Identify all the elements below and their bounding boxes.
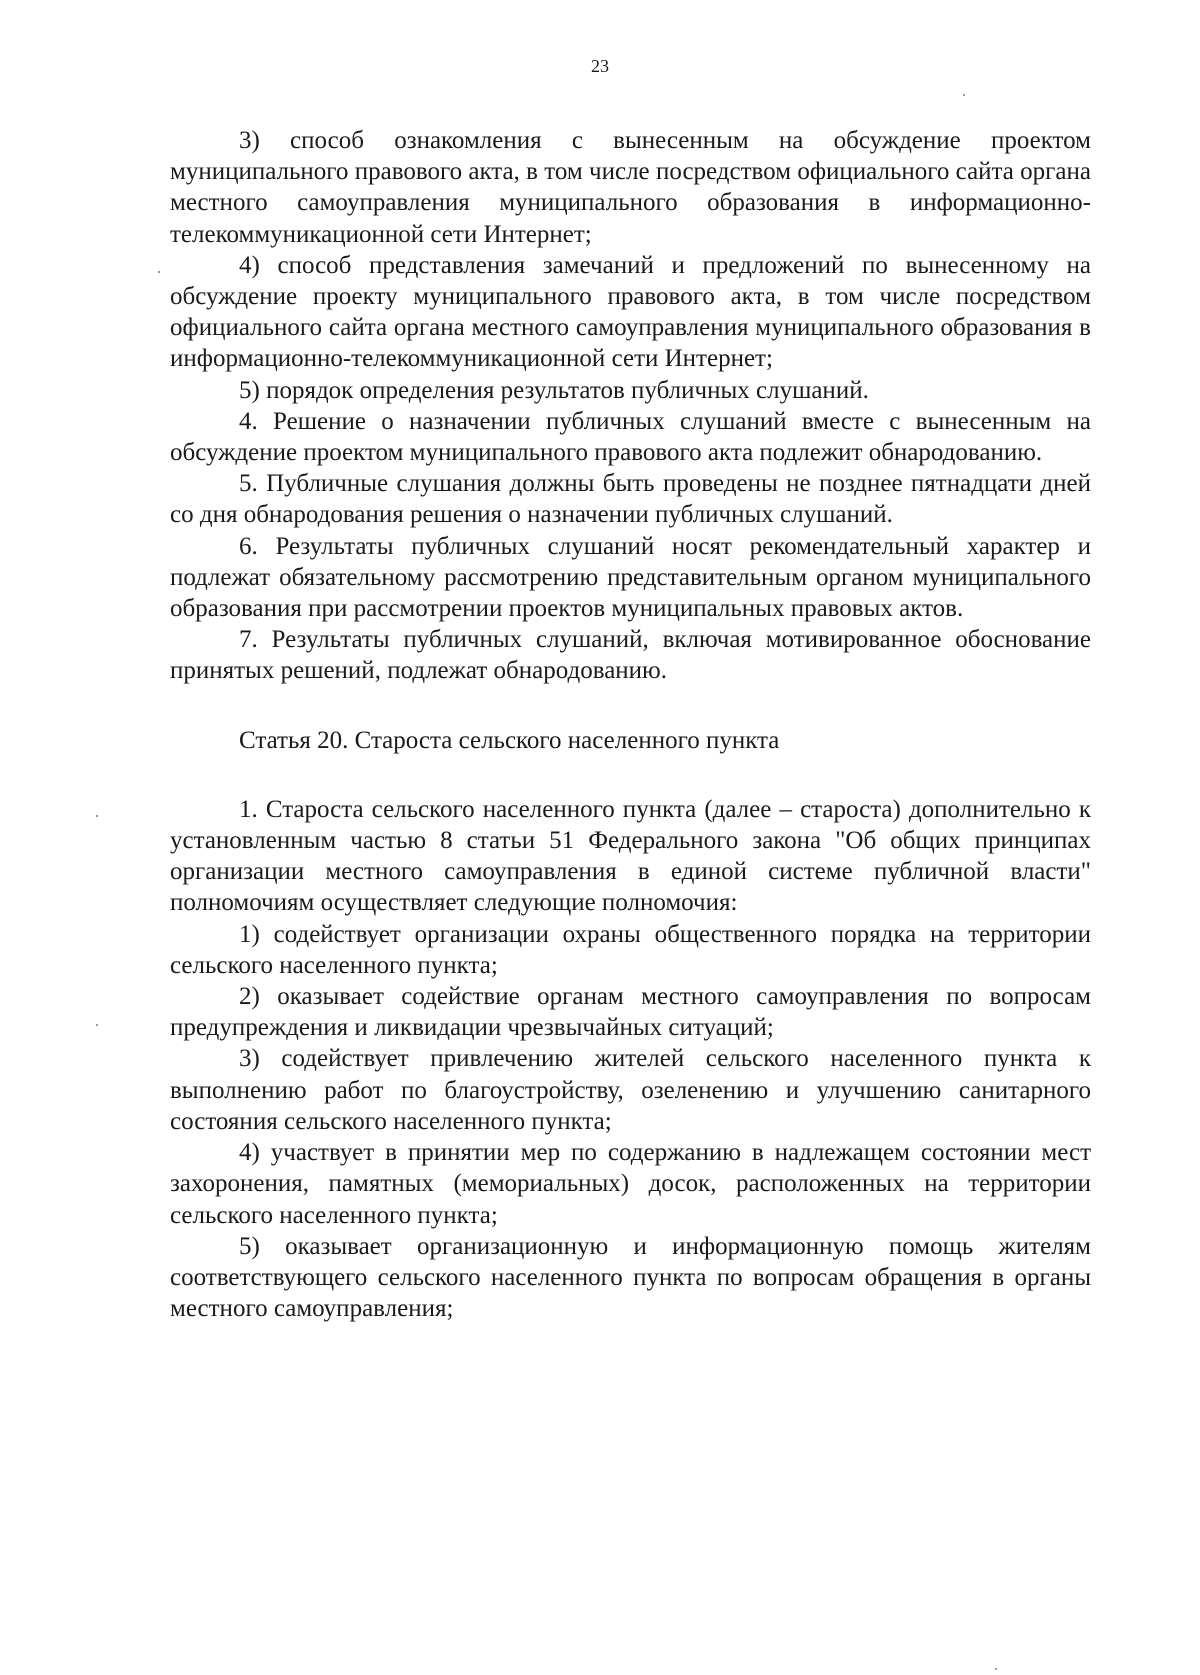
scan-speck — [158, 271, 160, 273]
paragraph-power-4-burial-places: 4) участвует в принятии мер по содержанию в надлежащем состоянии мест захоронения, памятных (мемориальных) досок, расположенных на территории сельского населенного пункта; — [170, 1139, 1091, 1229]
paragraph-item-1-village-elder: 1. Староста сельского населенного пункта (далее – староста) дополнительно к установленным частью 8 статьи 51 Федерального закона "Об общих принципах организации местного самоуправления в единой системе публичной власти" полномочиям осуществляет следующие полномочия: — [170, 795, 1091, 917]
page-number: 23 — [591, 56, 609, 76]
article-heading: Статья 20. Староста сельского населенного пункта — [239, 726, 780, 754]
paragraph-power-5-informational-help: 5) оказывает организационную и информационную помощь жителям соответствующего сельского населенного пункта по вопросам обращения в органы местного самоуправления; — [170, 1232, 1091, 1323]
document-body — [170, 125, 1091, 1324]
paragraph-item-5-hearing-deadline: 5. Публичные слушания должны быть проведены не позднее пятнадцати дней со дня обнародования решения о назначении публичных слушаний. — [170, 470, 1091, 529]
paragraph-power-1-public-order: 1) содействует организации охраны общественного порядка на территории сельского населенного пункта; — [170, 920, 1091, 979]
paragraph-item-4-decision-publication: 4. Решение о назначении публичных слушаний вместе с вынесенным на обсуждение проектом муниципального правового акта подлежит обнародованию. — [170, 407, 1091, 467]
section-spacer — [170, 687, 1091, 725]
scan-speck — [96, 815, 98, 817]
section-spacer — [170, 756, 1091, 794]
scan-speck — [96, 1024, 98, 1026]
paragraph-power-2-emergencies: 2) оказывает содействие органам местного самоуправления по вопросам предупреждения и ликвидации чрезвычайных ситуаций; — [170, 983, 1091, 1042]
paragraph-item-6-results-advisory: 6. Результаты публичных слушаний носят рекомендательный характер и подлежат обязательному рассмотрению представительным органом муниципального образования при рассмотрении проектов муниципальных правовых актов. — [170, 532, 1091, 623]
paragraph-5-results-procedure: 5) порядок определения результатов публичных слушаний. — [239, 376, 869, 404]
paragraph-power-3-improvement-works: 3) содействует привлечению жителей сельского населенного пункта к выполнению работ по благоустройству, озеленению и улучшению санитарного состояния сельского населенного пункта; — [170, 1045, 1091, 1135]
paragraph-4-method-of-submitting-remarks: 4) способ представления замечаний и предложений по вынесенному на обсуждение проекту муниципального правового акта, в том числе посредством официального сайта органа местного самоуправления муниципального образования в информационно-телекоммуникационной сети Интернет; — [170, 251, 1091, 373]
scan-speck — [995, 1668, 997, 1670]
paragraph-item-7-results-publication: 7. Результаты публичных слушаний, включая мотивированное обоснование принятых решений, подлежат обнародованию. — [170, 626, 1091, 685]
paragraph-3-method-of-familiarization: 3) способ ознакомления с вынесенным на обсуждение проектом муниципального правового акта, в том числе посредством официального сайта органа местного самоуправления муниципального образования в информационно-телекоммуникационной сети Интернет; — [170, 127, 1091, 248]
scan-speck — [963, 94, 965, 96]
